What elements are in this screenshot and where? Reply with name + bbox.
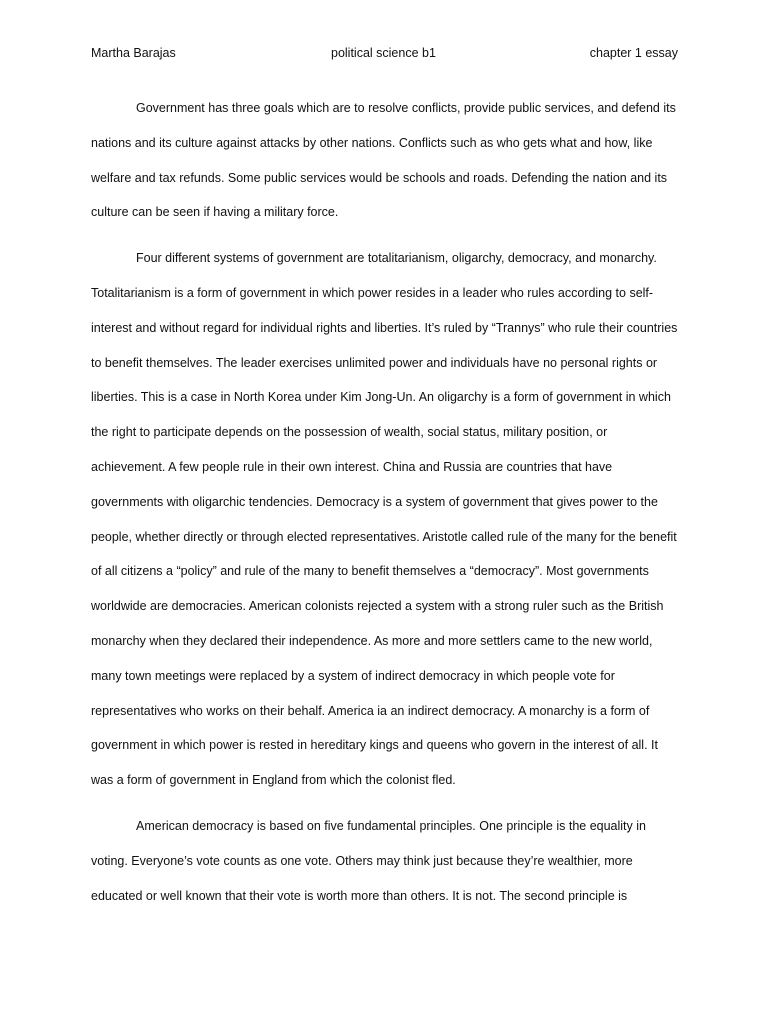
assignment-title: chapter 1 essay bbox=[589, 46, 678, 60]
course-name: political science b1 bbox=[331, 46, 436, 60]
author-name: Martha Barajas bbox=[91, 46, 176, 60]
essay-paragraph: American democracy is based on five fundamental principles. One principle is the equality in voting. Everyone’s vote counts as one vote. Others may think just because they’re wealthier, more educated or well known that their vote is worth more than others. It is not. The second principle is bbox=[91, 818, 646, 903]
essay-paragraph: Four different systems of government are totalitarianism, oligarchy, democracy, and monarchy. Totalitarianism is a form of government in which power resides in a leader who rules according to self-interest and without regard for individual rights and liberties. It’s ruled by “Trannys” who rule their countries to benefit themselves. The leader exercises unlimited power and individuals have no personal rights or liberties. This is a case in North Korea under Kim Jong-Un. An oligarchy is a form of government in which the right to participate depends on the possession of wealth, social status, military position, or achievement. A few people rule in their own interest. China and Russia are countries that have governments with oligarchic tendencies. Democracy is a system of government that gives power to the people, whether directly or through elected representatives. Aristotle called rule of the many for the benefit of all citizens a “policy” and rule of the many to benefit themselves a “democracy”. Most governments worldwide are democracies. American colonists rejected a system with a strong ruler such as the British monarchy when they declared their independence. As more and more settlers came to the new world, many town meetings were replaced by a system of indirect democracy in which people vote for representatives who works on their behalf. America ia an indirect democracy. A monarchy is a form of government in which power is rested in hereditary kings and queens who govern in the interest of all. It was a form of government in England from which the colonist fled. bbox=[91, 251, 678, 788]
essay-body bbox=[91, 91, 680, 924]
essay-paragraph: Government has three goals which are to resolve conflicts, provide public services, and defend its nations and its culture against attacks by other nations. Conflicts such as who gets what and how, like welfare and tax refunds. Some public services would be schools and roads. Defending the nation and its culture can be seen if having a military force. bbox=[91, 101, 676, 220]
page-header bbox=[91, 46, 678, 66]
